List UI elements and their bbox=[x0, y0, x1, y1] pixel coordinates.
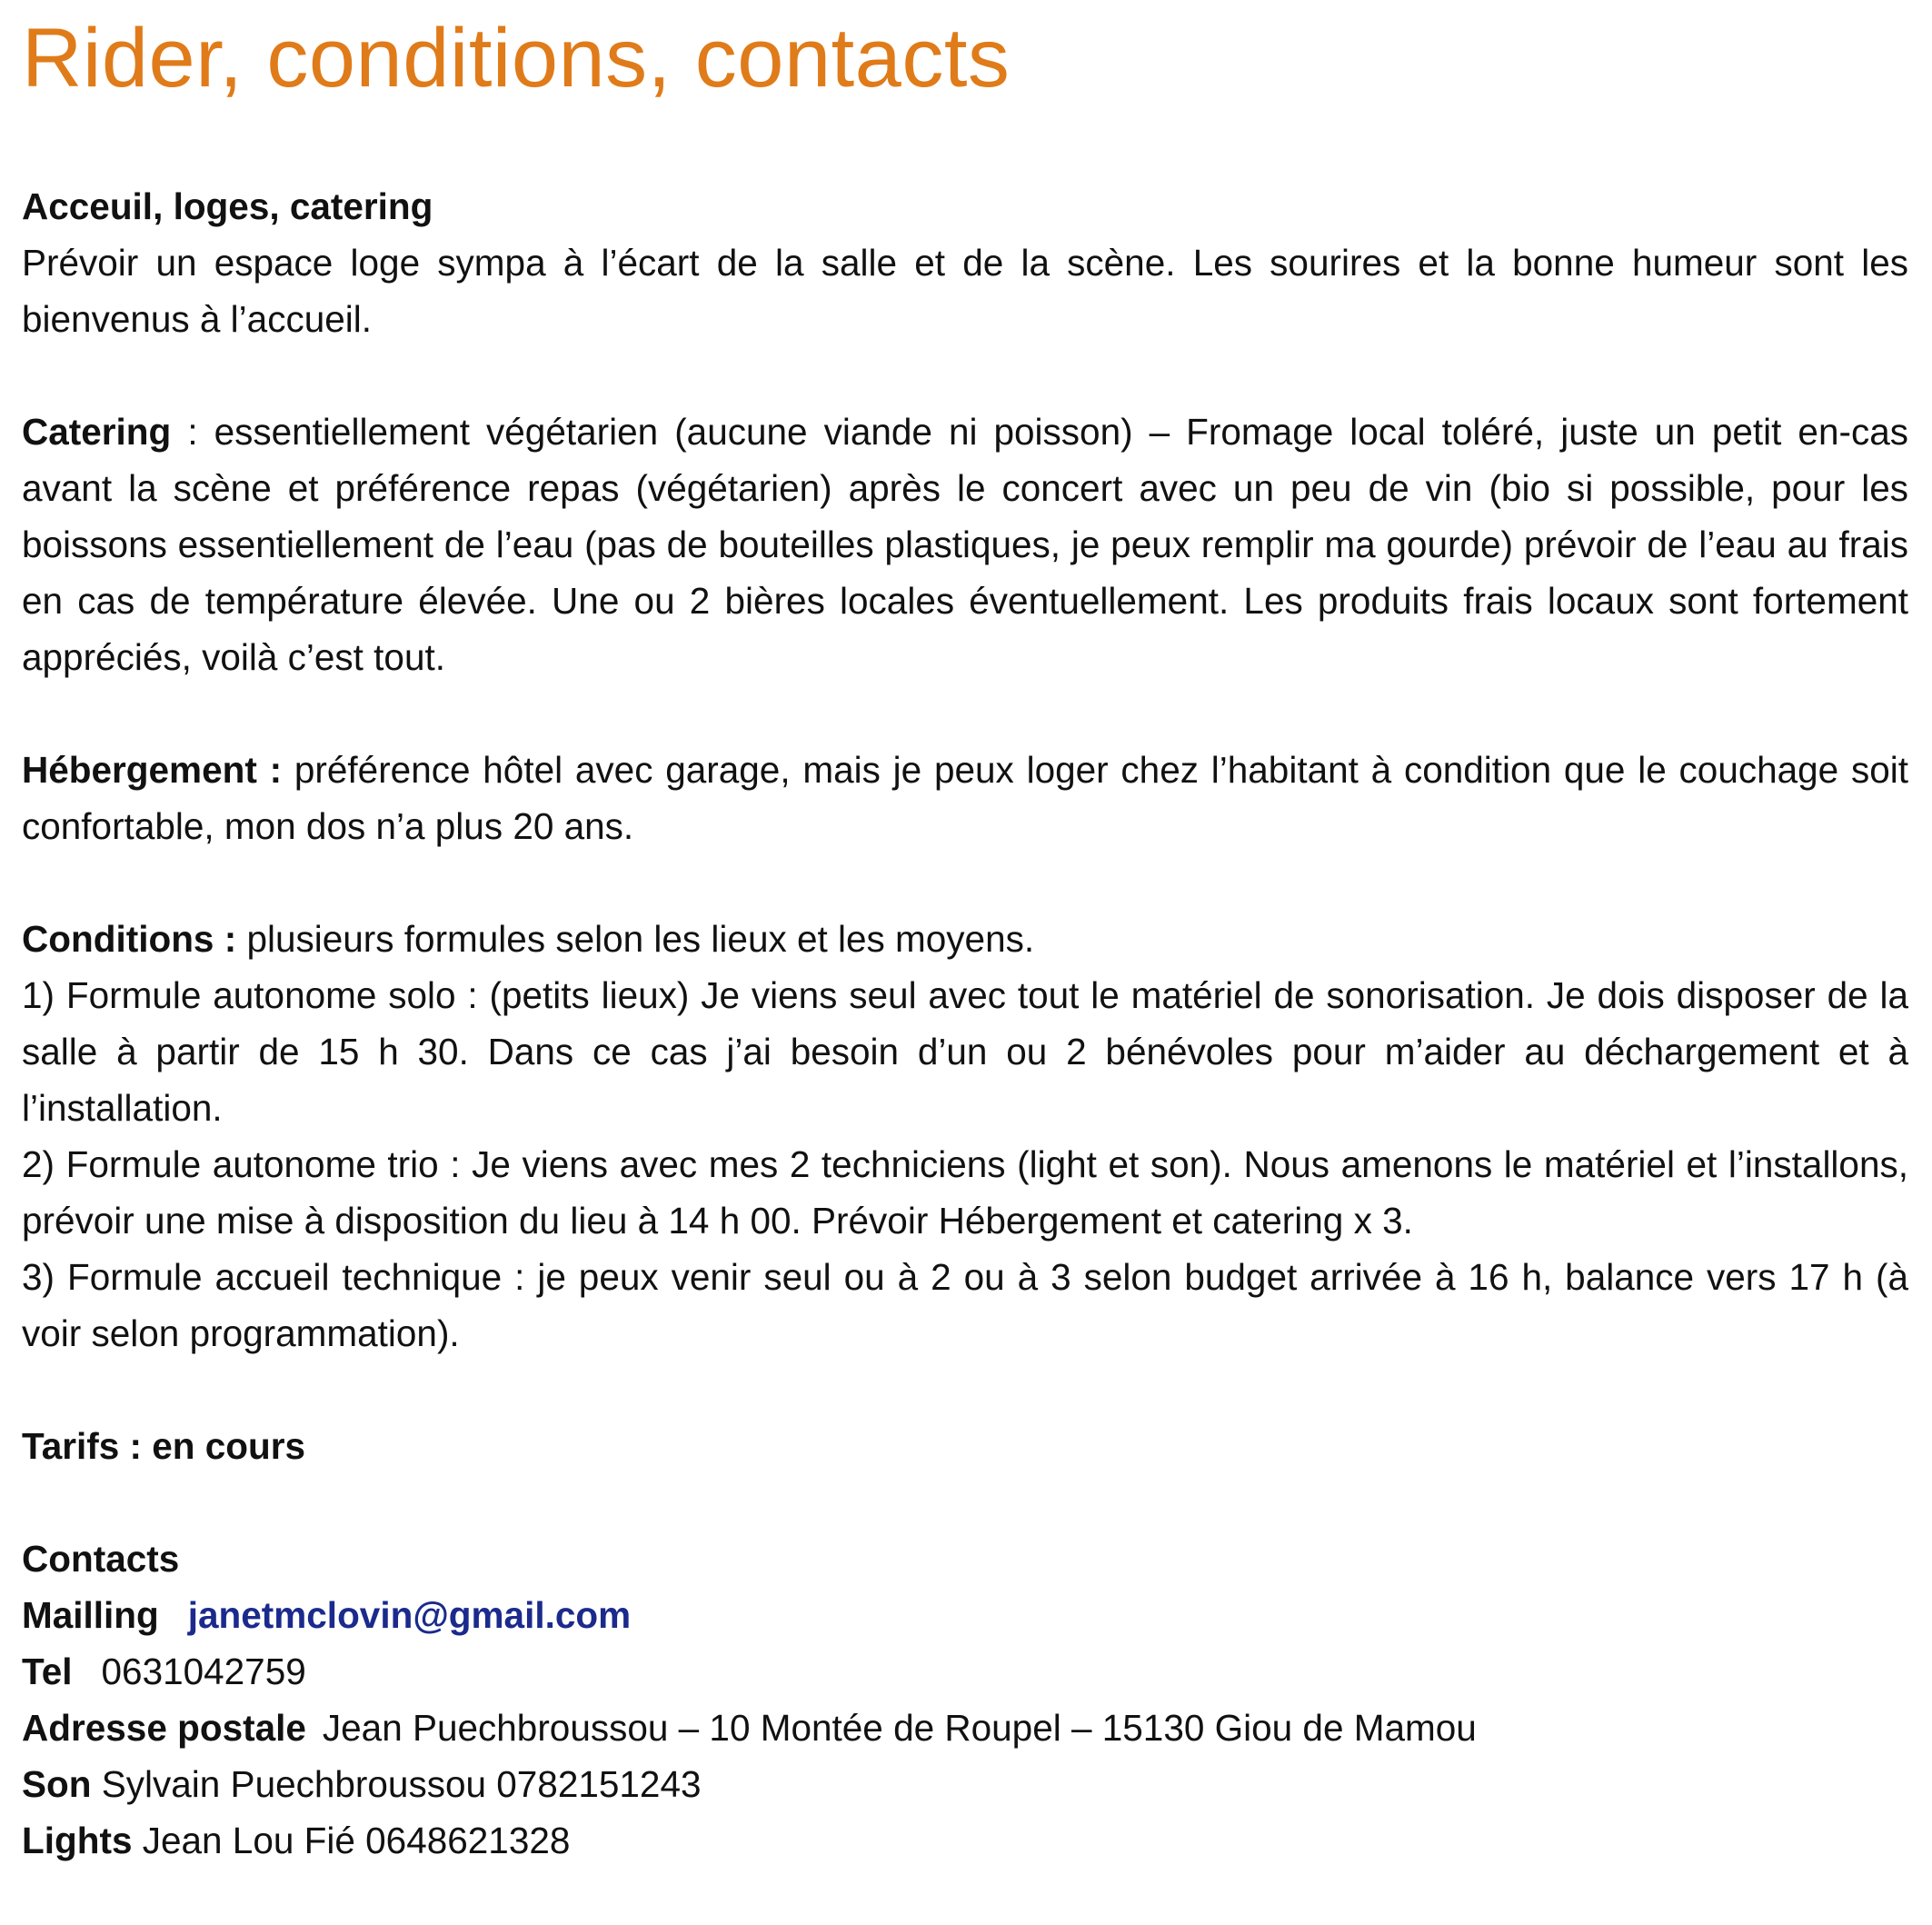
section-conditions bbox=[22, 911, 1908, 1361]
conditions-intro bbox=[22, 911, 1908, 967]
email-link[interactable]: janetmclovin@gmail.com bbox=[187, 1594, 632, 1636]
conditions-label: Conditions : bbox=[22, 918, 237, 960]
page-title: Rider, conditions, contacts bbox=[22, 12, 1011, 105]
section-accueil bbox=[22, 178, 1908, 347]
contact-son bbox=[22, 1756, 1908, 1812]
section-contacts bbox=[22, 1531, 1908, 1869]
conditions-intro-text: plusieurs formules selon les lieux et les moyens. bbox=[236, 918, 1035, 960]
hebergement-paragraph bbox=[22, 742, 1908, 854]
tel-value: 0631042759 bbox=[101, 1651, 306, 1692]
section-heading-accueil: Acceuil, loges, catering bbox=[22, 185, 433, 227]
conditions-item: 3) Formule accueil technique : je peux venir seul ou à 2 ou à 3 selon budget arrivée à 16 h, balance vers 17 h (à voir selon programmation). bbox=[22, 1256, 1908, 1354]
contact-lights bbox=[22, 1812, 1908, 1869]
address-value: Jean Puechbroussou – 10 Montée de Roupel – 15130 Giou de Mamou bbox=[322, 1707, 1477, 1749]
tarifs-text: Tarifs : en cours bbox=[22, 1425, 306, 1467]
section-hebergement bbox=[22, 742, 1908, 854]
lights-value: Jean Lou Fié 0648621328 bbox=[132, 1820, 571, 1861]
hebergement-label: Hébergement : bbox=[22, 749, 283, 791]
accueil-text: Prévoir un espace loge sympa à l’écart de la salle et de la scène. Les sourires et la bonne humeur sont les bienvenus à l’accueil. bbox=[22, 242, 1908, 340]
contact-address bbox=[22, 1700, 1908, 1756]
section-catering bbox=[22, 404, 1908, 685]
document-body bbox=[22, 178, 1908, 1869]
conditions-item: 1) Formule autonome solo : (petits lieux) Je viens seul avec tout le matériel de sonorisation. Je dois disposer de la salle à partir de 15 h 30. Dans ce cas j’ai besoin d’un ou 2 bénévoles pour m’aider au déchargement et à l’installation. bbox=[22, 974, 1908, 1129]
son-value: Sylvain Puechbroussou 0782151243 bbox=[91, 1763, 702, 1805]
catering-label: Catering bbox=[22, 411, 172, 453]
conditions-item: 2) Formule autonome trio : Je viens avec mes 2 techniciens (light et son). Nous amenons le matériel et l’installons, prévoir une mise à disposition du lieu à 14 h 00. Prévoir Hébergement et catering x 3. bbox=[22, 1143, 1908, 1242]
contacts-heading: Contacts bbox=[22, 1538, 180, 1580]
mailing-label: Mailling bbox=[22, 1594, 159, 1636]
catering-text: : essentiellement végétarien (aucune viande ni poisson) – Fromage local toléré, juste un petit en-cas avant la scène et préférence repas (végétarien) après le concert avec un peu de vin (bio si possible, pour les boissons essentiellement de l’eau (pas de bouteilles plastiques, je peux remplir ma gourde) prévoir de l’eau au frais en cas de température élevée. Une ou 2 bières locales éventuellement. Les produits frais locaux sont fortement appréciés, voilà c’est tout. bbox=[22, 411, 1908, 678]
address-label: Adresse postale bbox=[22, 1707, 306, 1749]
hebergement-text: préférence hôtel avec garage, mais je peux loger chez l’habitant à condition que le couchage soit confortable, mon dos n’a plus 20 ans. bbox=[22, 749, 1908, 847]
tel-label: Tel bbox=[22, 1651, 73, 1692]
son-label: Son bbox=[22, 1763, 92, 1805]
document-page bbox=[22, 0, 1908, 1925]
section-tarifs bbox=[22, 1418, 1908, 1474]
contact-mailing bbox=[22, 1587, 1908, 1643]
contact-tel bbox=[22, 1643, 1908, 1700]
catering-paragraph bbox=[22, 404, 1908, 685]
lights-label: Lights bbox=[22, 1820, 133, 1861]
